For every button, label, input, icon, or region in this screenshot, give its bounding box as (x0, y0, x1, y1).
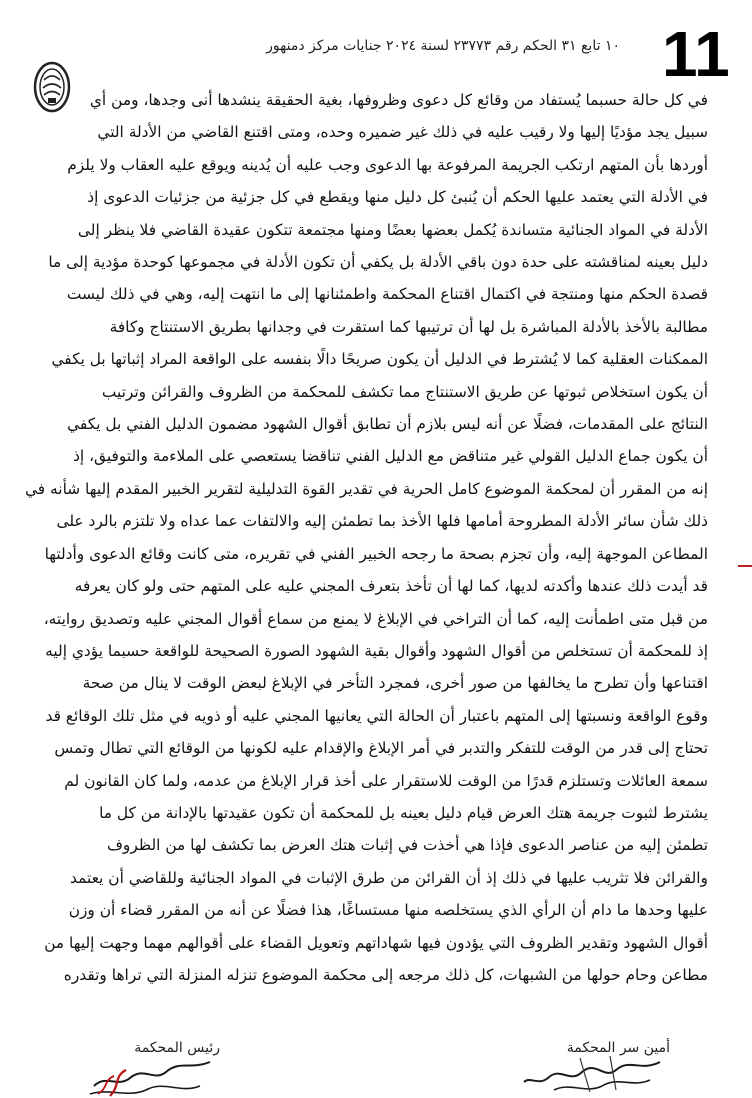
body-line: المطاعن الموجهة إليه، وأن تجزم بصحة ما رجحه الخبير الفني في تقريره، متى كانت وقائع الدعوى وأدلتها (44, 544, 708, 563)
case-header: ١٠ تابع ٣١ الحكم رقم ٢٣٧٧٣ لسنة ٢٠٢٤ جنايات مركز دمنهور (266, 38, 620, 54)
body-line: اقتناعها وأن تطرح ما يخالفها من صور أخرى، فمجرد التأخر في الإبلاغ لبعض الوقت لا ينال من صحة (82, 674, 708, 693)
body-line: أن يكون جماع الدليل القولي غير متناقض مع الدليل الفني تناقضا يستعصي على الملاءمة والتوفيق، إذ (73, 447, 708, 466)
body-line: في الأدلة التي يعتمد عليها الحكم أن يُنبئ كل دليل منها ويقطع في كل جزئية من جزئيات الدعوى إذ (87, 188, 708, 207)
judgment-body (24, 84, 708, 991)
body-line: قد أيدت ذلك عندها وأكدته لديها، كما لها أن تأخذ بتعرف المجني عليه على المتهم حتى ولو كان يعرفه (74, 577, 708, 596)
president-signature-icon (80, 1056, 220, 1098)
body-line: الأدلة في المواد الجنائية متساندة يُكمل بعضها بعضًا ومنها مجتمعة تتكون عقيدة القاضي فلا ينظر إلى (77, 220, 708, 239)
court-seal-icon (32, 60, 72, 114)
body-line: يشترط لثبوت جريمة هتك العرض قيام دليل بعينه بل للمحكمة أن تكون عقيدتها بالإدانة من كل ما (99, 803, 708, 822)
body-line: من قبل متى اطمأنت إليه، كما أن التراخي في الإبلاغ لا يمنع من سماع أقوال المجني عليه وتصديق روايته، (43, 609, 708, 628)
page-number: 11 (662, 18, 730, 90)
body-line: الممكنات العقلية كما لا يُشترط في الدليل أن يكون صريحًا دالًا بنفسه على الواقعة المراد إثباتها بل يكفي (51, 350, 708, 369)
body-line: والقرائن فلا تثريب عليها في ذلك إذ أن القرائن من طرق الإثبات في المواد الجنائية وللقاضي أن يعتمد (70, 868, 708, 887)
margin-mark (738, 565, 752, 567)
court-president-title: رئيس المحكمة (134, 1040, 220, 1056)
body-line: سمعة العائلات وتستلزم قدرًا من الوقت للاستقرار على أخذ قرار الإبلاغ من عدمه، ولما كان القانون لم (64, 771, 708, 790)
body-line: إذ للمحكمة أن تستخلص من أقوال الشهود وأقوال بقية الشهود الصورة الصحيحة للواقعة حسبما يؤدي إليه (45, 641, 708, 660)
body-line: مطاعن وحام حولها من الشبهات، كل ذلك مرجعه إلى محكمة الموضوع تنزله المنزلة التي تراها وتقدره (63, 965, 708, 984)
body-line: تطمئن إليه من عناصر الدعوى فإذا هي أخذت في إثبات هتك العرض بما تكشف لها من الظروف (106, 836, 708, 855)
body-line: دليل بعينه لمناقشته على حدة دون باقي الأدلة بل يكفي أن تكون الأدلة في مجموعها كوحدة مؤدية إلى ما (48, 253, 708, 272)
body-line: قصدة الحكم منها ومنتجة في اكتمال اقتناع المحكمة واطمئنانها إلى ما انتهت إليه، وهي في ذلك ليست (66, 285, 708, 304)
body-line: ذلك شأن سائر الأدلة المطروحة أمامها فلها الأخذ بما تطمئن إليه والالتفات عما عداه ولا تلتزم بالرد على (56, 512, 708, 531)
body-line: تحتاج إلى قدر من الوقت للتفكر والتدبر في أمر الإبلاغ والإقدام عليه لكونها من الوقائع التي تطال وتمس (54, 739, 708, 758)
body-line: أوردها بأن المتهم ارتكب الجريمة المرفوعة بها الدعوى وجب عليه أن يُدينه ويوقع عليه العقاب ولا يلزم (67, 155, 708, 174)
body-line: أن يكون استخلاص ثبوتها عن طريق الاستنتاج مما تكشف للمحكمة من الظروف والقرائن وترتيب (101, 382, 708, 401)
body-line: عليها وحدها ما دام أن الرأي الذي يستخلصه منها مستساغًا، هذا فضلًا عن أنه من المقرر قضاء أن وزن (68, 901, 708, 920)
body-line: إنه من المقرر أن لمحكمة الموضوع كامل الحرية في تقدير القوة التدليلية لتقرير الخبير المقدم إليها شأنه في (24, 479, 708, 498)
secretary-signature-icon (520, 1052, 670, 1096)
court-secretary-title: أمين سر المحكمة (566, 1040, 670, 1056)
body-line: سبيل يجد مؤديًا إليها ولا رقيب عليه في ذلك غير ضميره وحده، ومتى اقتنع القاضي من الأدلة التي (97, 123, 708, 142)
body-line: وقوع الواقعة ونسبتها إلى المتهم باعتبار أن الحالة التي يعانيها المجني عليه أو ذويه في مثل تلك الوقائع قد (45, 706, 708, 725)
body-line: أقوال الشهود وتقدير الظروف التي يؤدون فيها شهاداتهم وتعويل القضاء على أقوالهم مهما وجهت إليها من (44, 933, 708, 952)
body-line: النتائج على المقدمات، فضلًا عن أنه ليس بلازم أن تطابق أقوال الشهود مضمون الدليل الفني بل يكفي (67, 415, 708, 434)
body-line: في كل حالة حسبما يُستفاد من وقائع كل دعوى وظروفها، بغية الحقيقة ينشدها أنى وجدها، ومن أي (89, 91, 708, 109)
body-line: مطالبة بالأخذ بالأدلة المباشرة بل لها أن ترتيبها كما استقرت في وجدانها بطريق الاستنتاج وكافة (109, 317, 708, 336)
